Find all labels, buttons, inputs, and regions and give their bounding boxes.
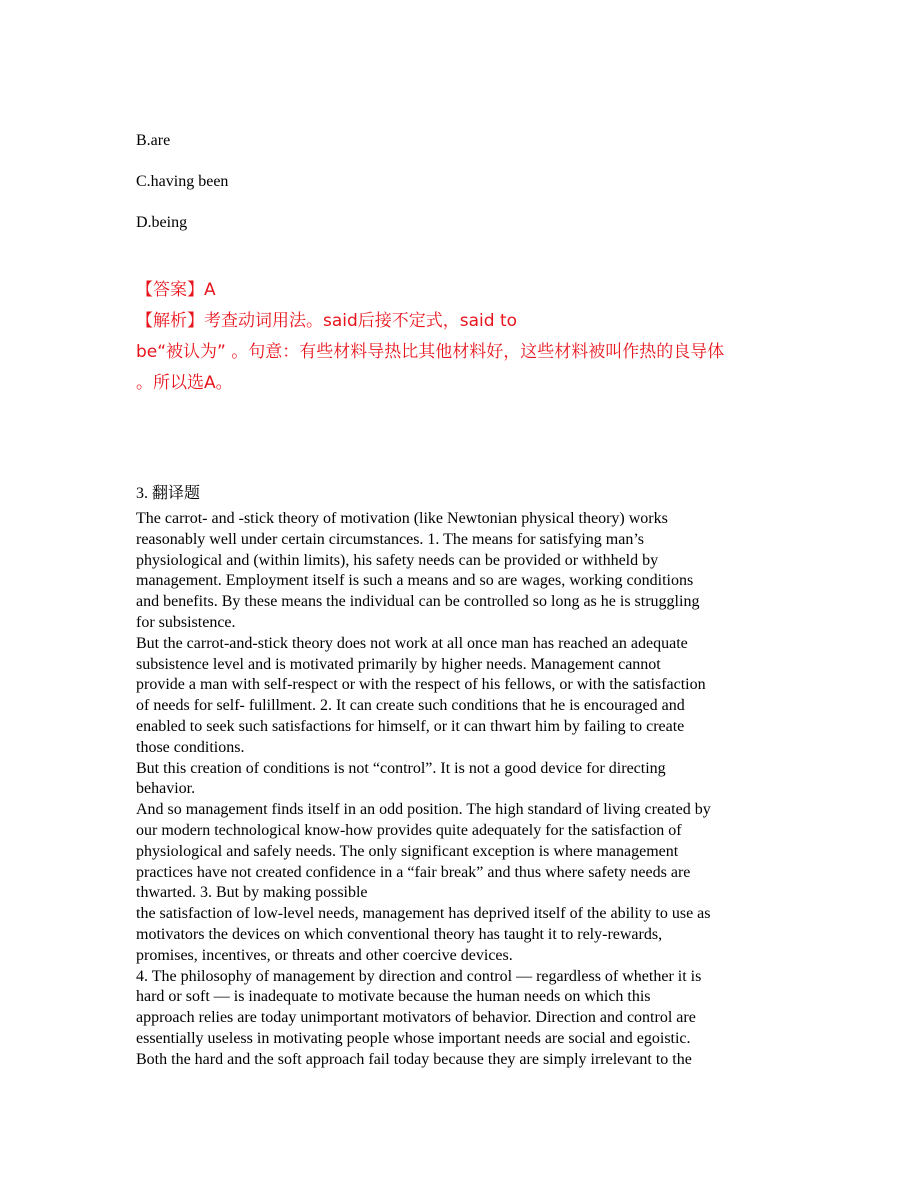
passage-line: But the carrot-and-stick theory does not work at all once man has reached an adequate <box>136 634 688 652</box>
passage-line: subsistence level and is motivated primarily by higher needs. Management cannot <box>136 655 661 673</box>
passage-line: physiological and (within limits), his safety needs can be provided or withheld by <box>136 551 659 569</box>
passage <box>136 509 796 1071</box>
passage-line: enabled to seek such satisfactions for himself, or it can thwart him by failing to create <box>136 717 685 735</box>
passage-line: approach relies are today unimportant motivators of behavior. Direction and control are <box>136 1009 696 1027</box>
option-c: C.having been <box>136 173 229 190</box>
passage-line: reasonably well under certain circumstances. 1. The means for satisfying man’s <box>136 530 644 548</box>
passage-line: practices have not created confidence in a “fair break” and thus where safety needs are <box>136 863 691 881</box>
passage-line: physiological and safely needs. The only significant exception is where management <box>136 842 679 860</box>
passage-line: motivators the devices on which conventional theory has taught it to rely-rewards, <box>136 925 663 943</box>
option-d: D.being <box>136 214 188 231</box>
passage-line: The carrot- and -stick theory of motivation (like Newtonian physical theory) works <box>136 510 668 527</box>
analysis-line-3: 。所以选A。 <box>136 373 233 393</box>
passage-line: our modern technological know-how provides quite adequately for the satisfaction of <box>136 821 682 839</box>
analysis-line-2: be“被认为” 。句意：有些材料导热比其他材料好，这些材料被叫作热的良导体 <box>136 342 725 362</box>
answer-line: 【答案】A <box>136 280 216 300</box>
passage-line: the satisfaction of low-level needs, management has deprived itself of the ability to use as <box>136 905 711 923</box>
passage-line: management. Employment itself is such a means and so are wages, working conditions <box>136 572 694 590</box>
passage-line: of needs for self- fulillment. 2. It can create such conditions that he is encouraged and <box>136 697 685 715</box>
passage-line: thwarted. 3. But by making possible <box>136 884 368 902</box>
passage-line: And so management finds itself in an odd position. The high standard of living created by <box>136 801 711 819</box>
passage-line: provide a man with self-respect or with the respect of his fellows, or with the satisfaction <box>136 676 706 694</box>
passage-line: But this creation of conditions is not “control”. It is not a good device for directing <box>136 759 666 777</box>
passage-line: Both the hard and the soft approach fail today because they are simply irrelevant to the <box>136 1050 692 1068</box>
passage-line: 4. The philosophy of management by direction and control — regardless of whether it is <box>136 967 702 985</box>
passage-line: those conditions. <box>136 738 245 756</box>
question-title: 3. 翻译题 <box>136 485 201 502</box>
passage-line: and benefits. By these means the individual can be controlled so long as he is struggling <box>136 593 700 611</box>
passage-line: behavior. <box>136 780 196 798</box>
passage-line: for subsistence. <box>136 613 236 631</box>
passage-line: promises, incentives, or threats and other coercive devices. <box>136 946 513 964</box>
passage-line: hard or soft — is inadequate to motivate because the human needs on which this <box>136 988 651 1006</box>
passage-line: essentially useless in motivating people whose important needs are social and egoistic. <box>136 1029 691 1047</box>
option-b: B.are <box>136 132 171 149</box>
analysis-line-1: 【解析】考查动词用法。said后接不定式，said to <box>136 311 518 331</box>
